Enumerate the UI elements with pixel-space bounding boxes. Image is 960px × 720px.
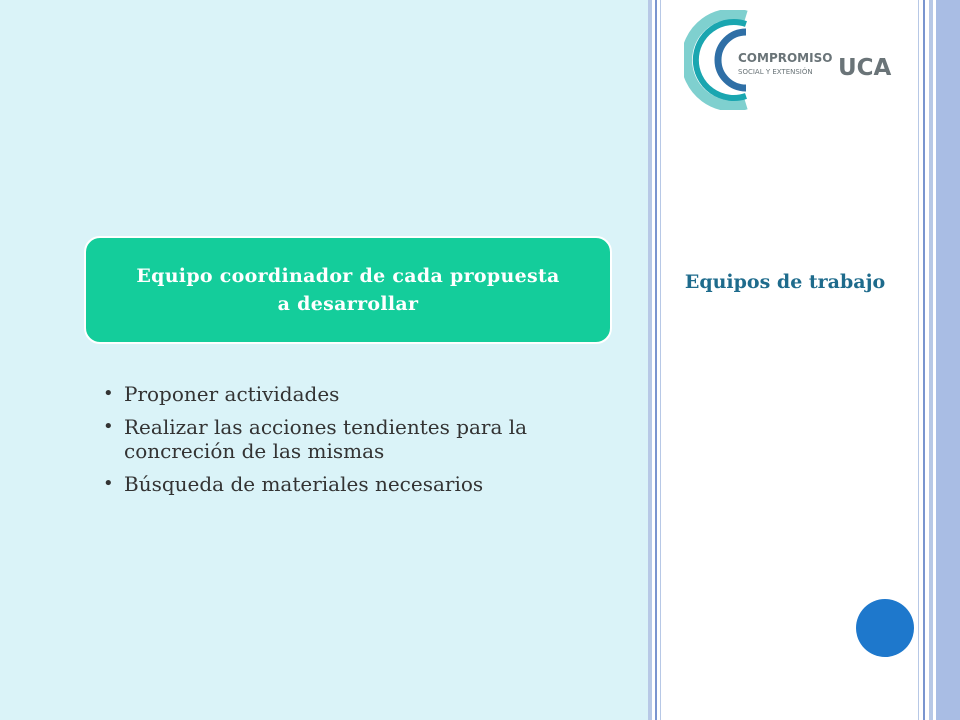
bullet-item: • Búsqueda de materiales necesarios [100, 472, 600, 496]
divider-rule [655, 0, 657, 720]
side-title: Equipos de trabajo [684, 271, 886, 293]
bullet-list [100, 382, 600, 505]
divider-rule [660, 0, 661, 720]
divider-rule [923, 0, 925, 720]
logo-line1: COMPROMISO [738, 51, 833, 65]
logo-line2: SOCIAL Y EXTENSIÓN [738, 68, 813, 76]
divider-rule [929, 0, 933, 720]
bullet-item: • Proponer actividades [100, 382, 600, 406]
logo-brand: UCA [838, 55, 892, 81]
divider-rule [648, 0, 652, 720]
header-box-text: Equipo coordinador de cada propuesta a desarrollar [136, 265, 560, 315]
divider-rule [918, 0, 919, 720]
right-side-band [936, 0, 960, 720]
header-box [84, 236, 612, 344]
accent-circle [856, 599, 914, 657]
bullet-item: • Realizar las acciones tendientes para la concreción de las mismas [100, 415, 600, 463]
uca-logo [684, 10, 914, 110]
